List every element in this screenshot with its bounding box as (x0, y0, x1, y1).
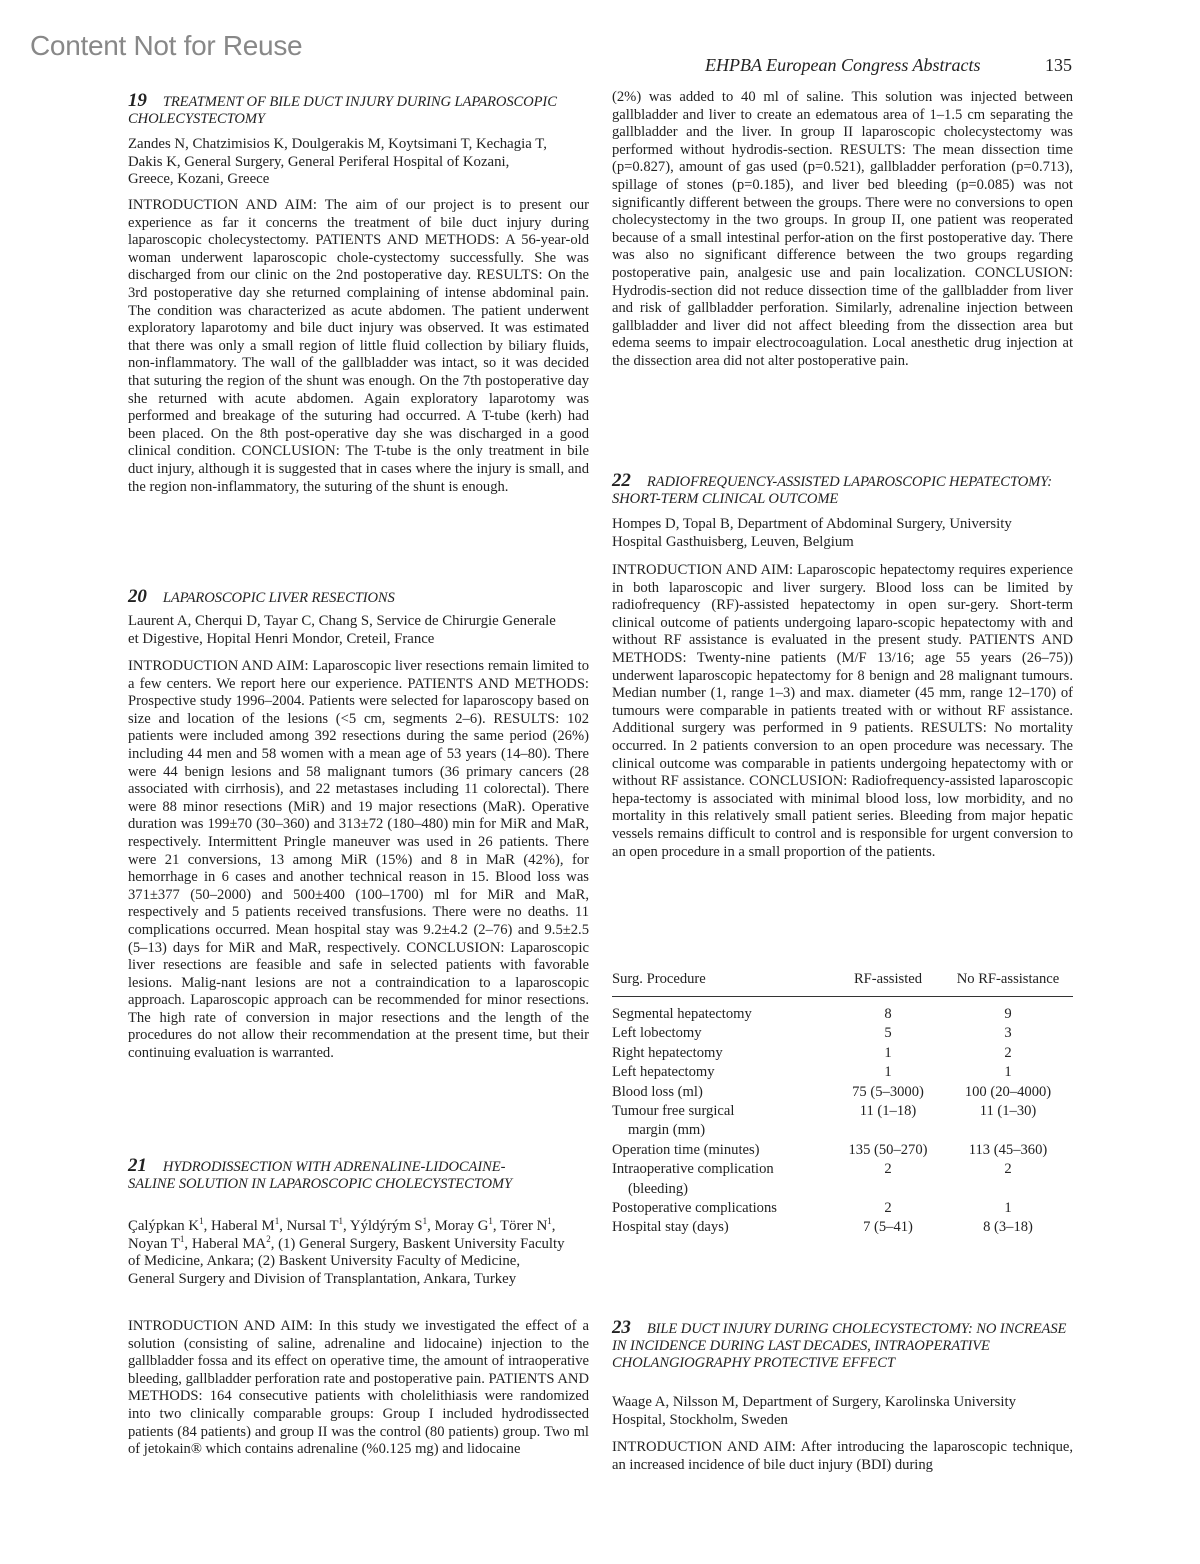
table-row (612, 997, 1073, 1025)
table-row (612, 1121, 1073, 1140)
abstract-23-body: INTRODUCTION AND AIM: After introducing the laparoscopic technique, an increased incidence of bile duct injury (BDI) during (612, 1439, 1073, 1473)
abstract-title: TREATMENT OF BILE DUCT INJURY DURING LAPAROSCOPIC CHOLECYSTECTOMY (128, 94, 557, 127)
table-row (612, 1160, 1073, 1179)
cell-value: 2 (884, 1200, 892, 1217)
abstract-number: 20 (128, 586, 147, 607)
row-label: Blood loss (ml) (612, 1083, 703, 1100)
cell-value: 3 (1004, 1025, 1012, 1042)
abstract-number: 23 (612, 1317, 631, 1338)
table-row (612, 1218, 1073, 1237)
cell-value: 2 (884, 1161, 892, 1178)
abstract-19-title (128, 92, 589, 128)
author: Yýldýrým $S^1$ (349, 1216, 428, 1234)
column-header: RF-assisted (833, 968, 943, 997)
row-label: Right hepatectomy (612, 1044, 723, 1061)
row-label: Intraoperative complication (612, 1161, 774, 1178)
abstract-23-title (612, 1319, 1073, 1372)
table-row (612, 1083, 1073, 1102)
cell-value (833, 1180, 943, 1199)
table-row (612, 1102, 1073, 1121)
abstract-20-body: INTRODUCTION AND AIM: Laparoscopic liver resections remain limited to a few centers. We report here our experience. PATIENTS AND METHODS: Prospective study 1996–2004. Patients were selected for laparoscopy based on size and location of the lesions (<5 cm, segments 2–6). RESULTS: 102 patients were included among 392 resections during the same period (26%) including 44 men and 58 women with a mean age of 53 years (14–80). There were 44 benign lesions and 58 malignant tumors (36 primary cancers (28 associated with cirrhosis), and 22 metastases including 11 colorectal). There were 88 minor resections (MiR) and 19 major resections (MaR). Operative duration was 199±70 (30–360) and 313±72 (180–480) min for MiR and MaR, respectively. Intermittent Pringle maneuver was used in 26 patients. There were 21 conversions, 13 among MiR (15%) and 8 in MaR (42%), for hemorrhage in 6 cases and another technical reason in 15. Blood loss was 371±377 (50–2000) and 500±400 (100–1700) ml for MiR and MaR, respectively and 5 patients received transfusions. There were no deaths. 11 complications occurred. Mean hospital stay was 9.2±4.2 (2–76) and 9.5±2.5 (5–13) days for MiR and MaR, respectively. CONCLUSION: Laparoscopic liver resections are feasible and safe in selected patients with favorable lesions. Malig-nant lesions are not a contraindication to a laparoscopic approach. Laparoscopic approach can be recommended for minor resections. The high rate of conversion in major resections and the length of the procedures do not allow their recommendation at the present time, but their continuing evaluation is warranted. (128, 658, 589, 1062)
abstract-22-authors: Hompes D, Topal B, Department of Abdominal Surgery, University Hospital Gasthuisberg, Leuven, Belgium (612, 516, 1012, 550)
abstract-21-authors: Çalýpkan $K^1$, Haberal $M^1$, Nursal $T^1$, Yýldýrým $S^1$, Moray $G^1$, Törer $N^1$, Noyan $T^1$, Haberal $MA^2$, (1) General Surgery, Baskent University Faculty of Medicine, Ankara; (2) Baskent University Faculty of Medicine, General Surgery and Division of Transplantation, Ankara, Turkey (128, 1216, 565, 1288)
cell-value: 9 (1004, 1006, 1012, 1022)
row-label: Hospital stay (days) (612, 1219, 729, 1236)
cell-value: 1 (1004, 1200, 1012, 1217)
author: Haberal $M^1$ (211, 1216, 280, 1234)
journal-title: EHPBA European Congress Abstracts (705, 55, 981, 75)
table-row (612, 1199, 1073, 1218)
cell-value: 8 (884, 1006, 892, 1022)
cell-value: 5 (884, 1025, 892, 1042)
table-row (612, 1141, 1073, 1160)
row-label: Left hepatectomy (612, 1064, 715, 1081)
row-label: Tumour free surgical (612, 1103, 735, 1120)
author: Törer $N^1$ (500, 1216, 552, 1234)
abstract-21-body-part1: INTRODUCTION AND AIM: In this study we investigated the effect of a solution (consisting of saline, adrenaline and lidocaine) injection to the gallbladder fossa and its effect on operative time, the amount of intraoperative bleeding, gallbladder perforation rate and postoperative pain. PATIENTS AND METHODS: 164 consecutive patients with cholelithiasis were randomized into two clinically comparable groups: Group I included hydrodissected patients (84 patients) and group II was the control (80 patients) group. Two ml of jetokain® which contains adrenaline (%0.125 mg) and lidocaine (128, 1318, 589, 1458)
cell-value: 113 (45–360) (968, 1141, 1048, 1158)
row-label: Segmental hepatectomy (612, 1006, 752, 1022)
cell-value: 8 (3–18) (983, 1219, 1033, 1236)
row-label: Left lobectomy (612, 1025, 702, 1042)
cell-value: 11 (1–18) (859, 1103, 917, 1120)
abstract-21-body-part2: (2%) was added to 40 ml of saline. This solution was injected between gallbladder and liver to create an edematous area of 1–1.5 cm separating the gallbladder and the liver. In group II laparoscopic cholecystectomy was performed without hydrodis-section. RESULTS: The mean dissection time (p=0.827), amount of gas used (p=0.521), gallbladder perforation (p=0.713), spillage of stones (p=0.185), and liver bed bleeding (p=0.085) was not significantly different between the groups. There were no conversions to open cholecystectomy in the two groups. In group II, one patient was reoperated because of a small intestinal perfor-ation on the first postoperative day. There was also no significant difference between the two groups regarding postoperative pain, analgesic use and pain localization. CONCLUSION: Hydrodis-section did not reduce dissection time of the gallbladder from liver and risk of gallbladder perforation. Similarly, adrenaline injection between gallbladder and liver did not affect bleeding from the dissection area but edema seems to impair electrocoagulation. Local anesthetic drug injection at the dissection area did not alter postoperative pain. (612, 89, 1073, 369)
cell-value: 135 (50–270) (848, 1141, 928, 1158)
abstract-20-authors: Laurent A, Cherqui D, Tayar C, Chang S, Service de Chirurgie Generale et Digestive, Hopital Henri Mondor, Creteil, France (128, 613, 556, 647)
cell-value: 1 (1004, 1064, 1012, 1081)
row-label: margin (mm) (628, 1122, 706, 1139)
affiliations: (1) General Surgery, Baskent University Faculty of Medicine, Ankara; (2) Baskent University Faculty of Medicine, General Surgery and Division of Transplantation, Ankara, Turkey (128, 1235, 565, 1288)
abstract-title: BILE DUCT INJURY DURING CHOLECYSTECTOMY: NO INCREASE IN INCIDENCE DURING LAST DECADES, INTRAOPERATIVE CHOLANGIOGRAPHY PROTECTIVE EFFECT (612, 1321, 1067, 1371)
abstract-title: HYDRODISSECTION WITH ADRENALINE-LIDOCAINE-SALINE SOLUTION IN LAPAROSCOPIC CHOLECYSTECTOMY (128, 1159, 512, 1192)
abstract-title: RADIOFREQUENCY-ASSISTED LAPAROSCOPIC HEPATECTOMY: SHORT-TERM CLINICAL OUTCOME (612, 474, 1053, 507)
abstract-number: 21 (128, 1155, 147, 1176)
column-header: No RF-assistance (943, 968, 1073, 997)
abstract-20-title (128, 588, 589, 607)
author: Noyan $T^1$ (128, 1233, 185, 1252)
abstract-19-authors: Zandes N, Chatzimisios K, Doulgerakis M, Koytsimani T, Kechagia T, Dakis K, General Surgery, General Periferal Hospital of Kozani, Greece, Kozani, Greece (128, 136, 547, 188)
cell-value (943, 1180, 1073, 1199)
cell-value (943, 1121, 1073, 1140)
table-row (612, 1024, 1073, 1043)
table-row (612, 1044, 1073, 1063)
author: Nursal $T^1$ (286, 1216, 344, 1234)
author: Çalýpkan $K^1$ (128, 1216, 204, 1234)
row-label: (bleeding) (628, 1180, 688, 1197)
page-number: 135 (1045, 55, 1072, 75)
table-header-row (612, 968, 1073, 997)
abstract-19-body: INTRODUCTION AND AIM: The aim of our project is to present our experience as far it concerns the treatment of bile duct injury during laparoscopic cholecystectomy. PATIENTS AND METHODS: A 56-year-old woman underwent laparoscopic chole-cystectomy successfully. She was discharged from our clinic on the 2nd postoperative day. RESULTS: On the 3rd postoperative day she returned complaining of intense abdominal pain. The condition was characterized as acute abdomen. The patient underwent exploratory laparotomy and bile duct injury was observed. It was estimated that there was only a small region of little fluid collection by biliary fluids, non-inflammatory. The wall of the gallbladder was intact, so it was decided that suturing the region of the shunt was enough. On the 7th postoperative day she returned with acute abdomen. Again exploratory laparotomy was performed and breakage of the suturing had occurred. A T-tube (kerh) had been placed. On the 8th post-operative day she was discharged in a good clinical condition. CONCLUSION: The T-tube is the only treatment in bile duct injury, although it is suggested that in cases where the injury is small, and the region non-inflammatory, the suturing of the shunt is enough. (128, 197, 589, 495)
abstract-22-title (612, 472, 1073, 508)
cell-value: 7 (5–41) (863, 1219, 913, 1236)
cell-value: 2 (1004, 1044, 1012, 1061)
row-label: Operation time (minutes) (612, 1141, 760, 1158)
author: Haberal $MA^2$ (191, 1233, 271, 1252)
column-header: Surg. Procedure (612, 968, 833, 997)
cell-value: 1 (884, 1064, 892, 1081)
table-row (612, 1180, 1073, 1199)
cell-value: 100 (20–4000) (964, 1083, 1052, 1100)
abstract-23-authors: Waage A, Nilsson M, Department of Surgery, Karolinska University Hospital, Stockholm, Sweden (612, 1394, 1017, 1428)
watermark: Content Not for Reuse (30, 30, 303, 61)
cell-value: 75 (5–3000) (852, 1083, 924, 1100)
row-label: Postoperative complications (612, 1200, 777, 1217)
author: Moray $G^1$ (434, 1216, 493, 1234)
abstract-22-body: INTRODUCTION AND AIM: Laparoscopic hepatectomy requires experience in both laparoscopic and liver surgery. Blood loss can be limited by radiofrequency (RF)-assisted hepatectomy in open sur-gery. Short-term clinical outcome of patients undergoing laparo-scopic hepatectomy with and without RF assistance is evaluated in the present study. PATIENTS AND METHODS: Twenty-nine patients (M/F 13/16; age 55 years (26–75)) underwent laparoscopic hepatectomy for 8 benign and 28 malignant tumours. Median number (1, range 1–3) and max. diameter (45 mm, range 12–170) of tumours were comparable in patients treated with or without RF assistance. Additional surgery was performed in 9 patients. RESULTS: No mortality occurred. In 2 patients conversion to an open procedure was necessary. The clinical outcome was comparable in patients undergoing hepatectomy with or without RF assistance. CONCLUSION: Radiofrequency-assisted laparoscopic hepa-tectomy is associated with minimal blood loss, low morbidity, and no mortality in this relatively small patient series. Bleeding from major hepatic vessels remains difficult to control and is responsible for urgent conversion to an open procedure in a small proportion of the patients. (612, 562, 1073, 860)
cell-value: 2 (1004, 1161, 1012, 1178)
abstract-number: 19 (128, 90, 147, 111)
results-table (612, 968, 1073, 1238)
abstract-21-title (128, 1157, 548, 1193)
cell-value: 1 (884, 1044, 892, 1061)
table-row (612, 1063, 1073, 1082)
cell-value (833, 1121, 943, 1140)
abstract-title: LAPAROSCOPIC LIVER RESECTIONS (162, 590, 395, 606)
abstract-number: 22 (612, 470, 631, 491)
cell-value: 11 (1–30) (979, 1103, 1037, 1120)
